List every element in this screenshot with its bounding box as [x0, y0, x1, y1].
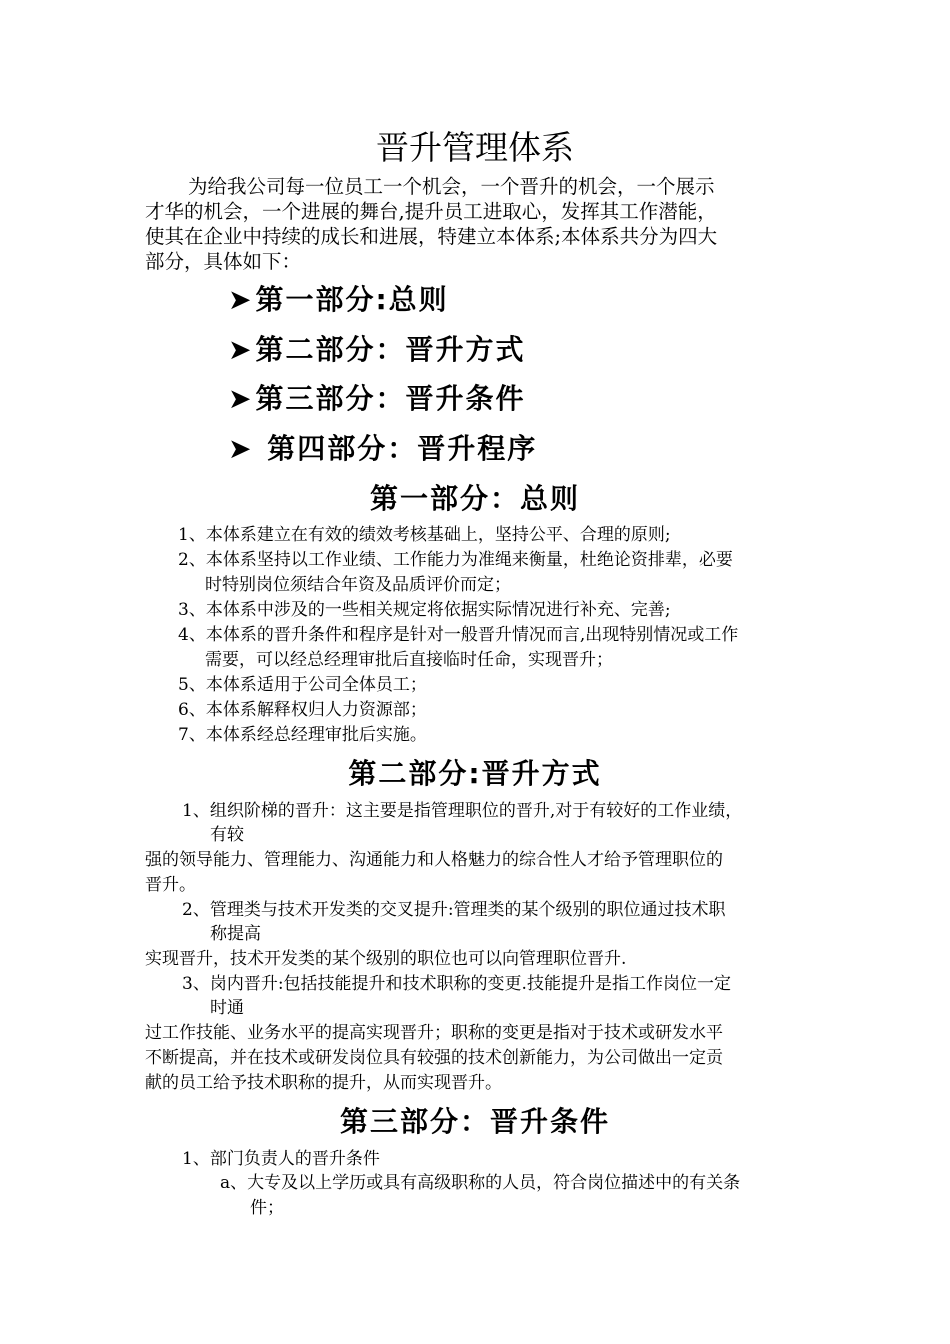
- toc-label: 第二部分：晋升方式: [255, 333, 526, 366]
- part1-heading: 第一部分：总则: [369, 482, 580, 515]
- intro-line: 部分，具体如下：: [145, 250, 302, 273]
- part2-line: 强的领导能力、管理能力、沟通能力和人格魅力的综合性人才给予管理职位的: [145, 850, 723, 870]
- part1-line: 1、本体系建立在有效的绩效考核基础上，坚持公平、合理的原则;: [178, 525, 671, 545]
- part3-line: 件；: [250, 1198, 284, 1218]
- part2-line: 实现晋升，技术开发类的某个级别的职位也可以向管理职位晋升.: [145, 949, 627, 969]
- part2-line: 时通: [210, 998, 244, 1018]
- part3-line: 1、部门负责人的晋升条件: [182, 1149, 380, 1169]
- intro-line: 才华的机会，一个进展的舞台,提升员工进取心，发挥其工作潜能，: [145, 200, 717, 223]
- toc-label: 第四部分：晋升程序: [255, 432, 538, 465]
- part2-line: 晋升。: [145, 875, 196, 895]
- part3-line: a、大专及以上学历或具有高级职称的人员，符合岗位描述中的有关条: [220, 1173, 741, 1193]
- part1-line: 时特别岗位须结合年资及品质评价而定；: [205, 575, 511, 595]
- intro-line: 为给我公司每一位员工一个机会，一个晋升的机会，一个展示: [188, 175, 715, 198]
- part3-heading: 第三部分：晋升条件: [339, 1105, 610, 1138]
- part2-line: 2、管理类与技术开发类的交叉提升:管理类的某个级别的职位通过技术职: [182, 900, 726, 920]
- part1-line: 3、本体系中涉及的一些相关规定将依据实际情况进行补充、完善;: [178, 600, 671, 620]
- intro-line: 使其在企业中持续的成长和进展，特建立本体系;本体系共分为四大: [145, 225, 718, 248]
- arrow-right-icon: ➤: [228, 432, 254, 465]
- part1-line: 5、本体系适用于公司全体员工；: [178, 675, 427, 695]
- part2-line: 献的员工给予技术职称的提升，从而实现晋升。: [145, 1073, 502, 1093]
- toc-label: 第三部分：晋升条件: [255, 382, 526, 415]
- part1-line: 2、本体系坚持以工作业绩、工作能力为准绳来衡量，杜绝论资排辈，必要: [178, 550, 733, 570]
- part2-heading: 第二部分:晋升方式: [348, 757, 602, 790]
- toc-item-part1: [228, 282, 449, 318]
- page-title: 晋升管理体系: [376, 128, 574, 167]
- part2-line: 1、组织阶梯的晋升：这主要是指管理职位的晋升,对于有较好的工作业绩，: [182, 801, 743, 821]
- part2-line: 有较: [210, 825, 244, 845]
- toc-item-part4: [228, 431, 537, 467]
- toc-item-part2: [228, 332, 525, 368]
- part2-line: 过工作技能、业务水平的提高实现晋升；职称的变更是指对于技术或研发水平: [145, 1023, 723, 1043]
- part2-line: 称提高: [210, 924, 261, 944]
- part1-line: 需要，可以经总经理审批后直接临时任命，实现晋升；: [205, 650, 613, 670]
- part1-line: 6、本体系解释权归人力资源部；: [178, 700, 427, 720]
- part2-line: 3、岗内晋升:包括技能提升和技术职称的变更.技能提升是指工作岗位一定: [182, 974, 731, 994]
- arrow-right-icon: ➤: [228, 283, 254, 316]
- part1-line: 7、本体系经总经理审批后实施。: [178, 725, 427, 745]
- toc-item-part3: [228, 381, 525, 417]
- part1-line: 4、本体系的晋升条件和程序是针对一般晋升情况而言,出现特别情况或工作: [178, 625, 739, 645]
- part2-line: 不断提高，并在技术或研发岗位具有较强的技术创新能力，为公司做出一定贡: [145, 1048, 723, 1068]
- arrow-right-icon: ➤: [228, 333, 254, 366]
- toc-label: 第一部分:总则: [255, 283, 449, 316]
- arrow-right-icon: ➤: [228, 382, 254, 415]
